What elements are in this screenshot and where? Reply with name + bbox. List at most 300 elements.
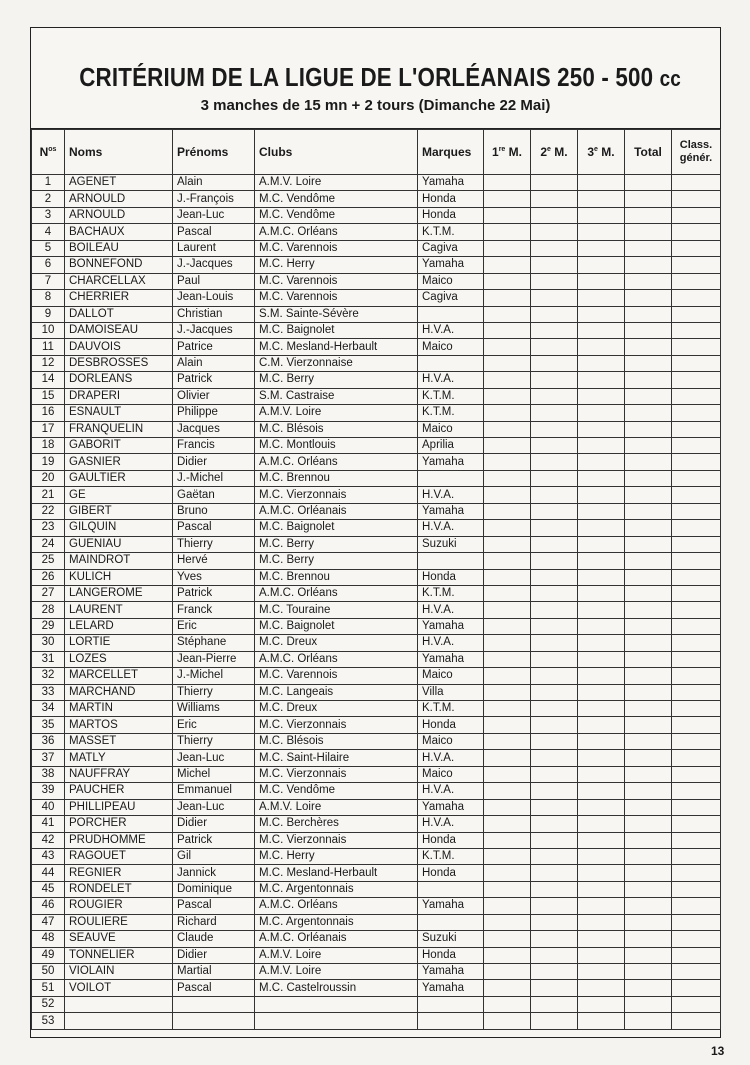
row-classement-cell	[672, 881, 721, 897]
row-marque-cell: Yamaha	[418, 503, 484, 519]
row-nom-cell: GIBERT	[65, 503, 173, 519]
row-club-cell: M.C. Mesland-Herbault	[255, 865, 418, 881]
row-prenom-cell: Alain	[173, 355, 255, 371]
row-manche-2-cell	[531, 520, 578, 536]
row-number-cell: 45	[32, 881, 65, 897]
row-number-cell: 49	[32, 947, 65, 963]
row-prenom-cell: Eric	[173, 618, 255, 634]
row-marque-cell: K.T.M.	[418, 848, 484, 864]
row-nom-cell: TONNELIER	[65, 947, 173, 963]
row-nom-cell: VIOLAIN	[65, 964, 173, 980]
row-manche-2-cell	[531, 701, 578, 717]
row-total-cell	[625, 470, 672, 486]
row-number-cell: 28	[32, 602, 65, 618]
row-club-cell	[255, 1013, 418, 1029]
row-classement-cell	[672, 240, 721, 256]
row-total-cell	[625, 257, 672, 273]
row-marque-cell: Yamaha	[418, 898, 484, 914]
row-manche-3-cell	[578, 454, 625, 470]
row-total-cell	[625, 372, 672, 388]
row-prenom-cell: Pascal	[173, 980, 255, 996]
row-club-cell: M.C. Vendôme	[255, 783, 418, 799]
row-manche-2-cell	[531, 536, 578, 552]
row-manche-3-cell	[578, 701, 625, 717]
row-number-cell: 38	[32, 766, 65, 782]
row-prenom-cell: Franck	[173, 602, 255, 618]
row-total-cell	[625, 799, 672, 815]
row-manche-3-cell	[578, 881, 625, 897]
row-total-cell	[625, 635, 672, 651]
row-total-cell	[625, 224, 672, 240]
row-marque-cell: K.T.M.	[418, 585, 484, 601]
row-prenom-cell: Thierry	[173, 684, 255, 700]
row-nom-cell: KULICH	[65, 569, 173, 585]
row-prenom-cell: Williams	[173, 701, 255, 717]
row-number-cell: 16	[32, 405, 65, 421]
row-total-cell	[625, 684, 672, 700]
row-club-cell: A.M.C. Orléans	[255, 454, 418, 470]
row-prenom-cell: Gil	[173, 848, 255, 864]
table-row	[32, 668, 721, 684]
table-row	[32, 964, 721, 980]
row-club-cell: M.C. Berry	[255, 553, 418, 569]
row-manche-1-cell	[484, 585, 531, 601]
row-classement-cell	[672, 569, 721, 585]
row-total-cell	[625, 733, 672, 749]
row-number-cell: 44	[32, 865, 65, 881]
results-table	[31, 129, 721, 1030]
row-nom-cell: LOZES	[65, 651, 173, 667]
row-club-cell: M.C. Blésois	[255, 733, 418, 749]
row-manche-2-cell	[531, 421, 578, 437]
row-manche-2-cell	[531, 848, 578, 864]
row-number-cell: 8	[32, 290, 65, 306]
row-total-cell	[625, 487, 672, 503]
table-row	[32, 388, 721, 404]
row-manche-3-cell	[578, 322, 625, 338]
row-classement-cell	[672, 816, 721, 832]
row-manche-2-cell	[531, 684, 578, 700]
row-prenom-cell: Patrick	[173, 832, 255, 848]
table-row	[32, 898, 721, 914]
row-nom-cell: DAMOISEAU	[65, 322, 173, 338]
row-classement-cell	[672, 421, 721, 437]
header-noms: Noms	[65, 130, 173, 175]
row-club-cell: C.M. Vierzonnaise	[255, 355, 418, 371]
row-classement-cell	[672, 438, 721, 454]
row-nom-cell: ARNOULD	[65, 191, 173, 207]
row-manche-3-cell	[578, 207, 625, 223]
row-manche-1-cell	[484, 388, 531, 404]
row-manche-1-cell	[484, 898, 531, 914]
row-manche-1-cell	[484, 717, 531, 733]
row-club-cell: A.M.V. Loire	[255, 799, 418, 815]
row-club-cell: A.M.C. Orléanais	[255, 503, 418, 519]
row-marque-cell: H.V.A.	[418, 520, 484, 536]
row-number-cell: 41	[32, 816, 65, 832]
row-club-cell: M.C. Montlouis	[255, 438, 418, 454]
row-manche-1-cell	[484, 569, 531, 585]
row-manche-3-cell	[578, 175, 625, 191]
row-club-cell: A.M.C. Orléans	[255, 585, 418, 601]
row-manche-2-cell	[531, 931, 578, 947]
table-row	[32, 980, 721, 996]
row-prenom-cell: Jean-Pierre	[173, 651, 255, 667]
row-manche-1-cell	[484, 240, 531, 256]
row-manche-2-cell	[531, 438, 578, 454]
row-marque-cell	[418, 306, 484, 322]
row-manche-1-cell	[484, 470, 531, 486]
row-club-cell: S.M. Sainte-Sévère	[255, 306, 418, 322]
row-classement-cell	[672, 536, 721, 552]
row-number-cell: 23	[32, 520, 65, 536]
row-prenom-cell: Paul	[173, 273, 255, 289]
table-row	[32, 602, 721, 618]
header-manche-3: 3e M.	[578, 130, 625, 175]
row-manche-3-cell	[578, 1013, 625, 1029]
row-nom-cell: ROULIERE	[65, 914, 173, 930]
row-club-cell: M.C. Dreux	[255, 635, 418, 651]
row-marque-cell: Yamaha	[418, 980, 484, 996]
table-row	[32, 191, 721, 207]
row-total-cell	[625, 191, 672, 207]
row-manche-1-cell	[484, 405, 531, 421]
row-manche-1-cell	[484, 520, 531, 536]
row-nom-cell: ROUGIER	[65, 898, 173, 914]
row-prenom-cell: Jacques	[173, 421, 255, 437]
row-nom-cell: PRUDHOMME	[65, 832, 173, 848]
row-number-cell: 25	[32, 553, 65, 569]
row-nom-cell: MARCELLET	[65, 668, 173, 684]
row-total-cell	[625, 1013, 672, 1029]
table-row	[32, 536, 721, 552]
row-classement-cell	[672, 717, 721, 733]
row-classement-cell	[672, 799, 721, 815]
row-prenom-cell	[173, 996, 255, 1012]
table-row	[32, 651, 721, 667]
row-number-cell: 39	[32, 783, 65, 799]
row-manche-3-cell	[578, 816, 625, 832]
row-manche-2-cell	[531, 487, 578, 503]
row-manche-1-cell	[484, 487, 531, 503]
row-classement-cell	[672, 224, 721, 240]
row-nom-cell: PORCHER	[65, 816, 173, 832]
row-number-cell: 34	[32, 701, 65, 717]
row-manche-2-cell	[531, 322, 578, 338]
row-number-cell: 42	[32, 832, 65, 848]
row-club-cell: M.C. Berry	[255, 372, 418, 388]
row-prenom-cell: J.-Jacques	[173, 257, 255, 273]
row-marque-cell: Suzuki	[418, 931, 484, 947]
header-manche-1: 1re M.	[484, 130, 531, 175]
row-number-cell: 29	[32, 618, 65, 634]
row-manche-3-cell	[578, 306, 625, 322]
row-nom-cell: PAUCHER	[65, 783, 173, 799]
row-prenom-cell: Eric	[173, 717, 255, 733]
row-total-cell	[625, 898, 672, 914]
row-prenom-cell: Patrick	[173, 372, 255, 388]
results-sheet	[30, 27, 721, 1038]
table-row	[32, 996, 721, 1012]
row-manche-2-cell	[531, 996, 578, 1012]
row-number-cell: 22	[32, 503, 65, 519]
row-marque-cell: Maico	[418, 339, 484, 355]
row-total-cell	[625, 585, 672, 601]
row-manche-2-cell	[531, 635, 578, 651]
row-classement-cell	[672, 355, 721, 371]
row-prenom-cell: Stéphane	[173, 635, 255, 651]
row-prenom-cell: J.-Jacques	[173, 322, 255, 338]
row-marque-cell: Honda	[418, 191, 484, 207]
row-manche-2-cell	[531, 865, 578, 881]
row-manche-1-cell	[484, 290, 531, 306]
row-manche-1-cell	[484, 750, 531, 766]
table-row	[32, 914, 721, 930]
table-row	[32, 421, 721, 437]
row-manche-3-cell	[578, 372, 625, 388]
row-number-cell: 50	[32, 964, 65, 980]
row-prenom-cell: Dominique	[173, 881, 255, 897]
row-nom-cell: AGENET	[65, 175, 173, 191]
row-classement-cell	[672, 980, 721, 996]
row-club-cell: A.M.C. Orléans	[255, 651, 418, 667]
row-prenom-cell: Patrick	[173, 585, 255, 601]
row-nom-cell: DAUVOIS	[65, 339, 173, 355]
row-club-cell: M.C. Baignolet	[255, 520, 418, 536]
row-marque-cell: H.V.A.	[418, 372, 484, 388]
row-manche-1-cell	[484, 766, 531, 782]
row-manche-3-cell	[578, 799, 625, 815]
table-row	[32, 701, 721, 717]
row-total-cell	[625, 405, 672, 421]
row-total-cell	[625, 322, 672, 338]
row-prenom-cell: Jean-Luc	[173, 799, 255, 815]
row-marque-cell: Honda	[418, 865, 484, 881]
row-manche-1-cell	[484, 372, 531, 388]
row-number-cell: 14	[32, 372, 65, 388]
table-row	[32, 207, 721, 223]
row-manche-1-cell	[484, 355, 531, 371]
table-row	[32, 717, 721, 733]
table-row	[32, 733, 721, 749]
page-number: 13	[711, 1044, 725, 1058]
row-number-cell: 30	[32, 635, 65, 651]
row-marque-cell: Cagiva	[418, 290, 484, 306]
row-number-cell: 17	[32, 421, 65, 437]
table-row	[32, 438, 721, 454]
row-classement-cell	[672, 618, 721, 634]
row-nom-cell: LAURENT	[65, 602, 173, 618]
row-club-cell: M.C. Brennou	[255, 569, 418, 585]
row-manche-3-cell	[578, 996, 625, 1012]
row-number-cell: 10	[32, 322, 65, 338]
row-manche-3-cell	[578, 783, 625, 799]
row-manche-2-cell	[531, 602, 578, 618]
row-manche-2-cell	[531, 503, 578, 519]
row-total-cell	[625, 618, 672, 634]
row-prenom-cell: Philippe	[173, 405, 255, 421]
row-club-cell: M.C. Vendôme	[255, 207, 418, 223]
row-total-cell	[625, 651, 672, 667]
row-manche-3-cell	[578, 848, 625, 864]
row-marque-cell: Yamaha	[418, 799, 484, 815]
row-manche-1-cell	[484, 635, 531, 651]
table-header-row	[32, 130, 721, 175]
row-manche-2-cell	[531, 651, 578, 667]
table-row	[32, 618, 721, 634]
row-marque-cell: H.V.A.	[418, 783, 484, 799]
row-manche-3-cell	[578, 470, 625, 486]
row-club-cell: M.C. Argentonnais	[255, 881, 418, 897]
table-row	[32, 832, 721, 848]
table-row	[32, 931, 721, 947]
row-nom-cell	[65, 996, 173, 1012]
row-marque-cell: H.V.A.	[418, 635, 484, 651]
row-manche-2-cell	[531, 207, 578, 223]
table-row	[32, 405, 721, 421]
row-prenom-cell: Francis	[173, 438, 255, 454]
row-manche-3-cell	[578, 635, 625, 651]
row-number-cell: 19	[32, 454, 65, 470]
row-total-cell	[625, 766, 672, 782]
row-marque-cell: H.V.A.	[418, 816, 484, 832]
row-prenom-cell: Thierry	[173, 536, 255, 552]
row-prenom-cell: Jean-Luc	[173, 750, 255, 766]
row-prenom-cell: Didier	[173, 947, 255, 963]
row-manche-2-cell	[531, 733, 578, 749]
row-classement-cell	[672, 487, 721, 503]
row-manche-2-cell	[531, 668, 578, 684]
row-club-cell: M.C. Baignolet	[255, 618, 418, 634]
row-manche-3-cell	[578, 947, 625, 963]
row-manche-1-cell	[484, 996, 531, 1012]
row-club-cell: M.C. Vierzonnais	[255, 766, 418, 782]
row-total-cell	[625, 569, 672, 585]
row-club-cell: M.C. Varennois	[255, 273, 418, 289]
row-manche-1-cell	[484, 980, 531, 996]
row-manche-3-cell	[578, 438, 625, 454]
row-prenom-cell: J.-Michel	[173, 470, 255, 486]
row-total-cell	[625, 783, 672, 799]
row-manche-3-cell	[578, 536, 625, 552]
row-nom-cell: FRANQUELIN	[65, 421, 173, 437]
row-manche-2-cell	[531, 454, 578, 470]
row-number-cell: 4	[32, 224, 65, 240]
row-number-cell: 36	[32, 733, 65, 749]
row-manche-2-cell	[531, 585, 578, 601]
table-row	[32, 290, 721, 306]
row-manche-2-cell	[531, 191, 578, 207]
row-nom-cell: GUENIAU	[65, 536, 173, 552]
row-total-cell	[625, 717, 672, 733]
header-total: Total	[625, 130, 672, 175]
table-row	[32, 372, 721, 388]
row-total-cell	[625, 207, 672, 223]
row-club-cell: M.C. Herry	[255, 848, 418, 864]
row-classement-cell	[672, 898, 721, 914]
row-manche-3-cell	[578, 487, 625, 503]
row-club-cell: M.C. Vierzonnais	[255, 487, 418, 503]
row-nom-cell: LANGEROME	[65, 585, 173, 601]
row-number-cell: 43	[32, 848, 65, 864]
row-marque-cell: H.V.A.	[418, 602, 484, 618]
row-classement-cell	[672, 783, 721, 799]
row-prenom-cell: Christian	[173, 306, 255, 322]
row-marque-cell: K.T.M.	[418, 701, 484, 717]
row-number-cell: 15	[32, 388, 65, 404]
row-total-cell	[625, 750, 672, 766]
row-manche-2-cell	[531, 306, 578, 322]
title-box	[31, 28, 720, 129]
row-prenom-cell: Didier	[173, 816, 255, 832]
table-row	[32, 224, 721, 240]
row-total-cell	[625, 290, 672, 306]
row-manche-2-cell	[531, 273, 578, 289]
row-nom-cell: MARTOS	[65, 717, 173, 733]
row-total-cell	[625, 848, 672, 864]
row-manche-1-cell	[484, 339, 531, 355]
row-club-cell: M.C. Berry	[255, 536, 418, 552]
row-classement-cell	[672, 290, 721, 306]
row-manche-1-cell	[484, 322, 531, 338]
row-manche-2-cell	[531, 470, 578, 486]
table-row	[32, 470, 721, 486]
row-total-cell	[625, 996, 672, 1012]
row-manche-1-cell	[484, 191, 531, 207]
row-manche-3-cell	[578, 832, 625, 848]
row-classement-cell	[672, 684, 721, 700]
row-classement-cell	[672, 947, 721, 963]
row-manche-1-cell	[484, 1013, 531, 1029]
row-manche-3-cell	[578, 553, 625, 569]
row-number-cell: 2	[32, 191, 65, 207]
row-club-cell: M.C. Dreux	[255, 701, 418, 717]
row-club-cell: M.C. Mesland-Herbault	[255, 339, 418, 355]
row-number-cell: 33	[32, 684, 65, 700]
row-classement-cell	[672, 273, 721, 289]
row-number-cell: 37	[32, 750, 65, 766]
row-manche-3-cell	[578, 191, 625, 207]
row-manche-2-cell	[531, 898, 578, 914]
row-number-cell: 26	[32, 569, 65, 585]
row-manche-3-cell	[578, 355, 625, 371]
row-club-cell: M.C. Berchères	[255, 816, 418, 832]
row-club-cell: M.C. Brennou	[255, 470, 418, 486]
row-manche-2-cell	[531, 980, 578, 996]
row-marque-cell: Honda	[418, 207, 484, 223]
row-prenom-cell: Patrice	[173, 339, 255, 355]
row-marque-cell: Villa	[418, 684, 484, 700]
table-row	[32, 1013, 721, 1029]
row-nom-cell: DESBROSSES	[65, 355, 173, 371]
row-manche-3-cell	[578, 602, 625, 618]
table-row	[32, 487, 721, 503]
row-marque-cell: H.V.A.	[418, 750, 484, 766]
row-total-cell	[625, 306, 672, 322]
row-manche-2-cell	[531, 569, 578, 585]
table-row	[32, 273, 721, 289]
row-prenom-cell: Laurent	[173, 240, 255, 256]
row-club-cell: A.M.V. Loire	[255, 405, 418, 421]
table-row	[32, 684, 721, 700]
row-total-cell	[625, 602, 672, 618]
row-club-cell: M.C. Castelroussin	[255, 980, 418, 996]
row-marque-cell: Honda	[418, 947, 484, 963]
row-prenom-cell: Pascal	[173, 898, 255, 914]
row-total-cell	[625, 273, 672, 289]
row-classement-cell	[672, 503, 721, 519]
row-manche-1-cell	[484, 651, 531, 667]
